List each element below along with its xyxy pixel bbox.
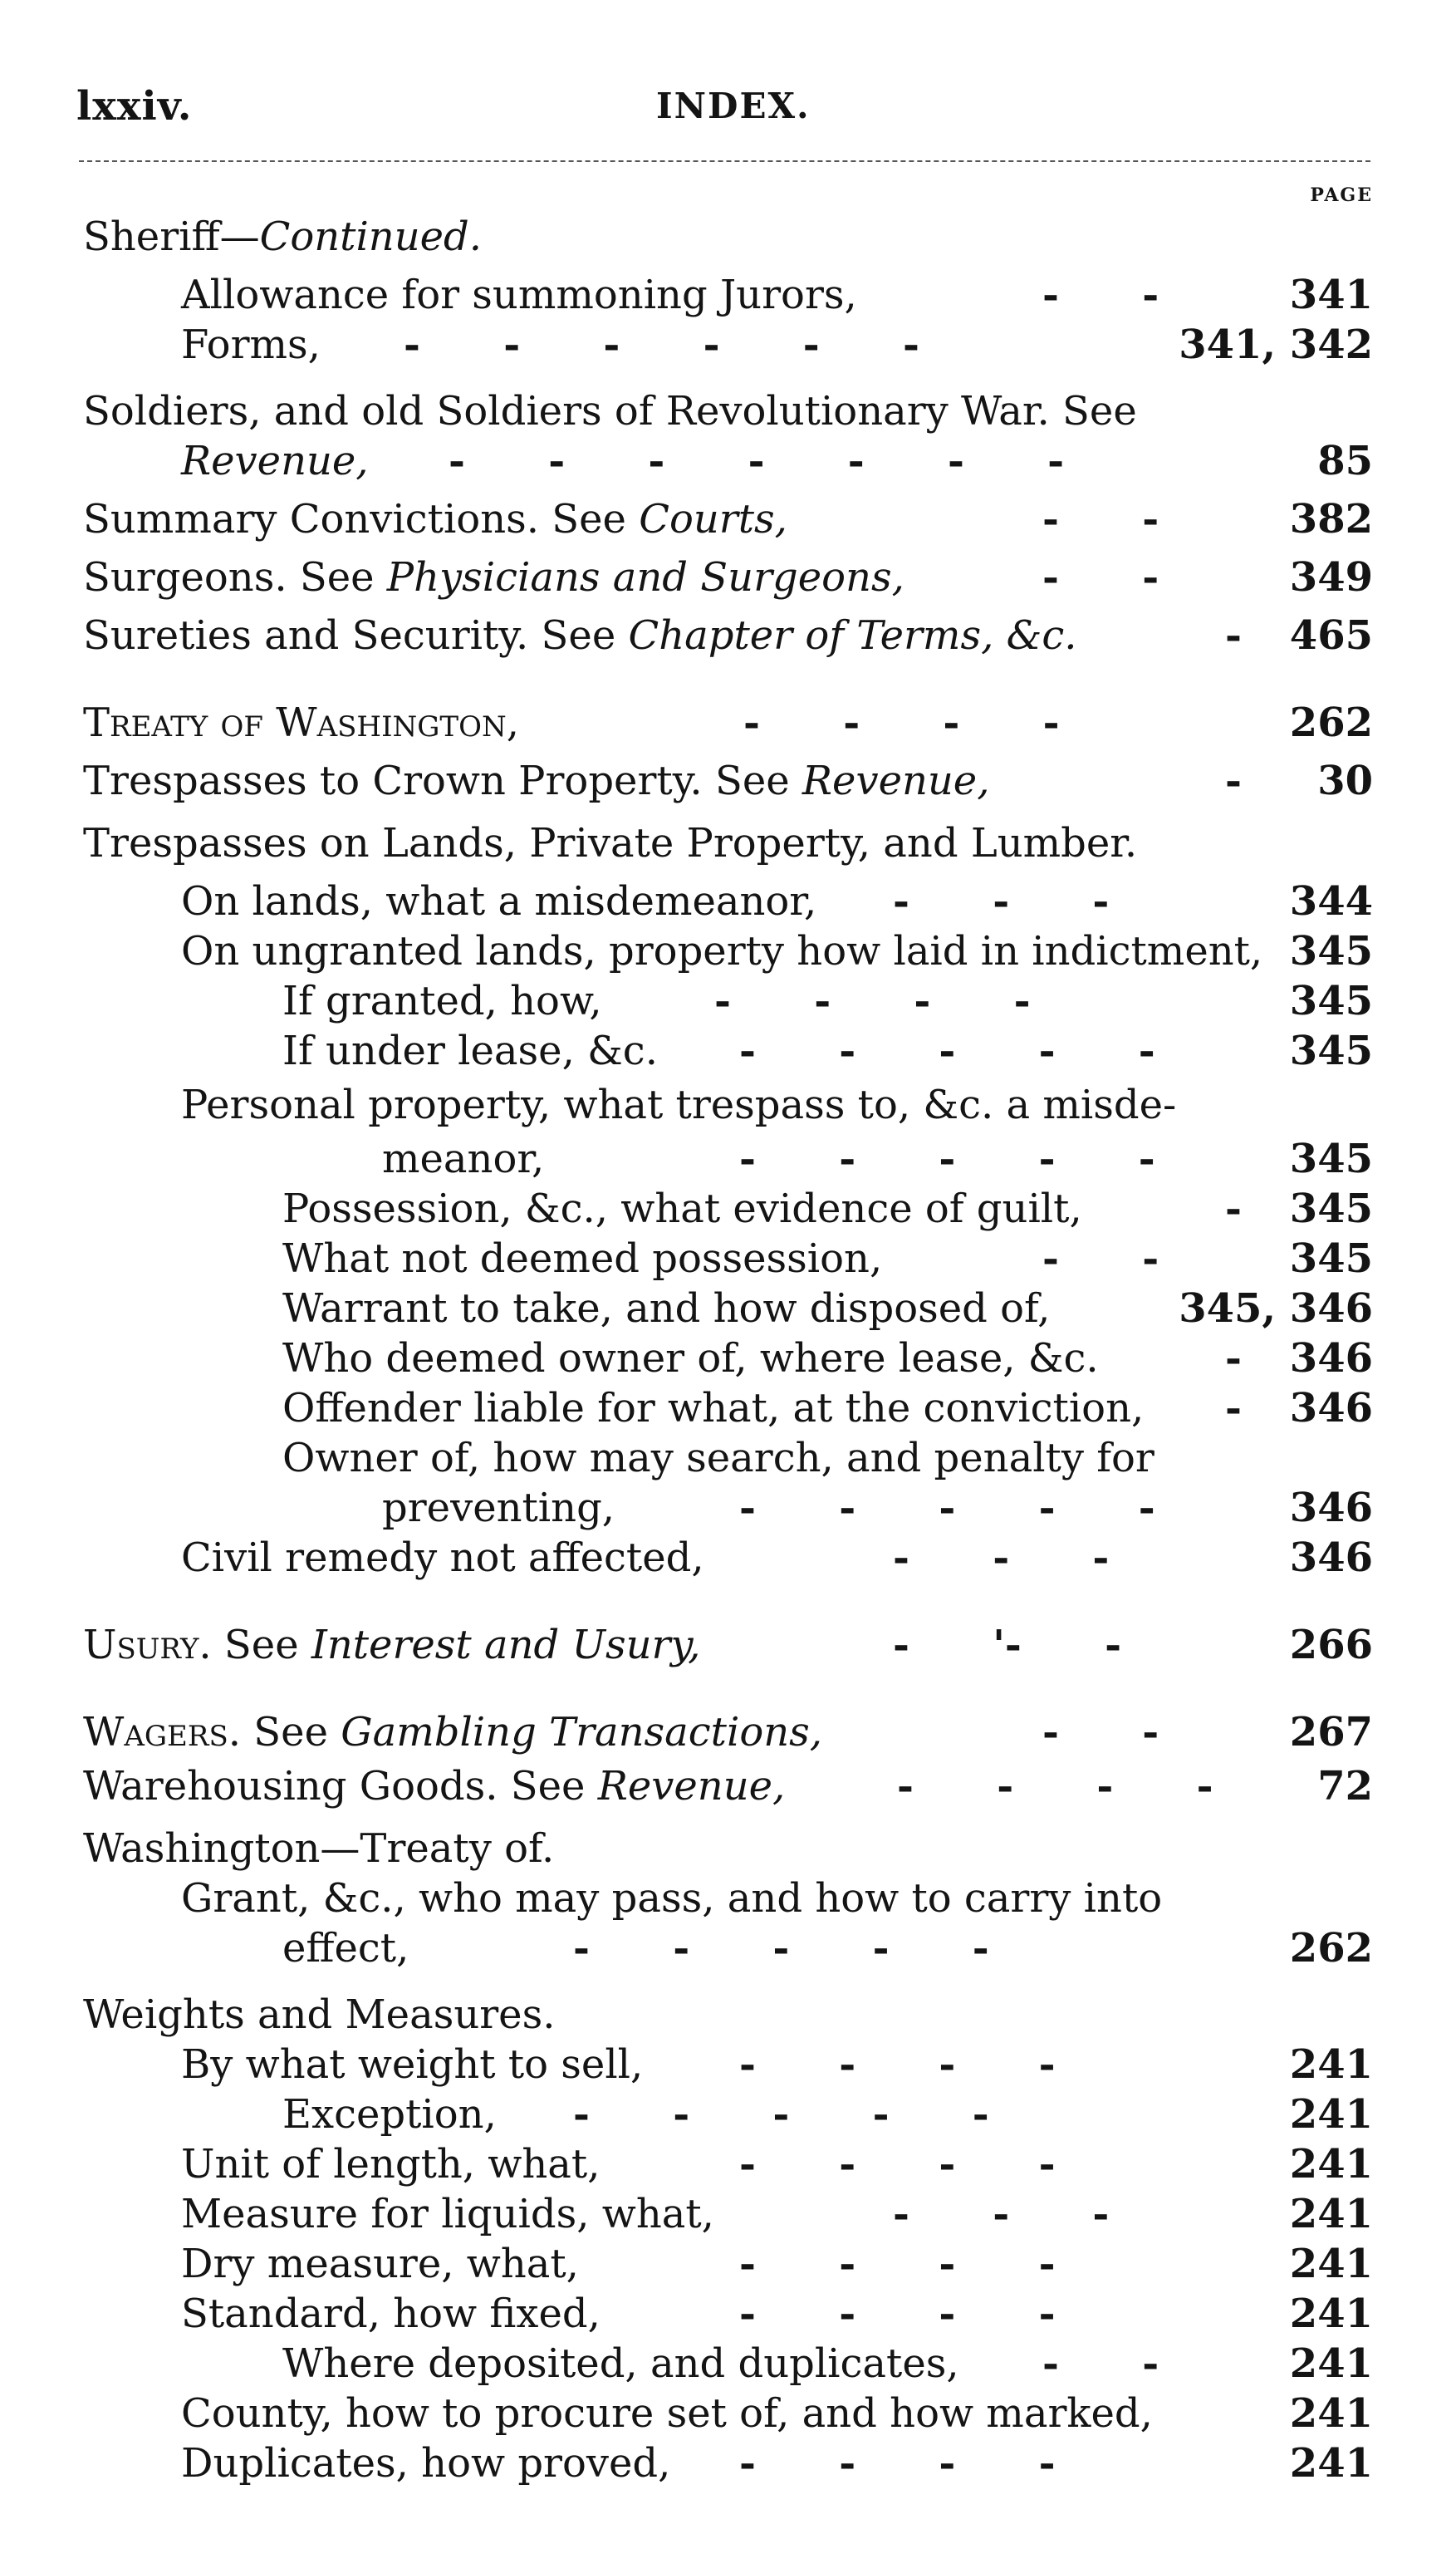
entry-text [282,1026,658,1076]
page-reference: 465 [1289,612,1373,659]
page-reference: 262 [1289,700,1373,746]
leader-dashes: - - [1042,554,1159,601]
page-reference: 30 [1317,758,1373,804]
header-rule [79,160,1370,162]
entry-text [181,2289,601,2339]
entry-text [181,320,321,370]
entry-text [181,1080,1176,1130]
entry-label: meanor, [382,1136,545,1182]
entry-reference: Chapter of Terms, &c. [628,612,1077,659]
entry-text [83,494,787,544]
page-reference: 341, 342 [1179,322,1373,368]
leader-dashes: - - - - - [739,1028,1155,1074]
leader-dashes: - - - - - [573,1925,989,1971]
entry-label: Personal property, what trespass to, &c. a misde- [181,1082,1177,1128]
page-reference: 346 [1289,1385,1373,1431]
leader-dashes: - - - - [739,2041,1056,2088]
page-reference: 241 [1289,2340,1373,2387]
entry-text [282,1923,409,1973]
entry-text [181,1873,1162,1923]
page-reference: 345 [1289,978,1373,1024]
leader-dashes: - - - - - [739,1485,1155,1531]
leader-dashes: - - [1042,496,1159,543]
entry-label: Summary Convictions. See [83,496,640,543]
leader-dashes: - - - - [739,2291,1056,2337]
page-reference: 262 [1289,1925,1373,1971]
page-reference: 345 [1289,1136,1373,1182]
entry-text [282,976,602,1026]
entry-heading-smallcaps: Wagers. [83,1709,242,1755]
entry-text [181,2189,714,2239]
page-reference: 241 [1289,2091,1373,2138]
entry-text [382,1134,544,1184]
leader-dashes: - - [1042,272,1159,318]
page-reference: 241 [1289,2390,1373,2437]
entry-text [181,436,369,486]
leader-dashes: - [1225,612,1242,659]
entry-reference: Interest and Usury, [311,1622,701,1668]
entry-label: Warrant to take, and how disposed of, [282,1285,1051,1332]
leader-dashes: - - - - [743,700,1060,746]
page-reference: 345 [1289,928,1373,975]
entry-text [83,611,1076,660]
page-reference: 241 [1289,2191,1373,2237]
entry-label: Sureties and Security. See [83,612,629,659]
entry-text [83,1620,700,1670]
page-reference: 85 [1317,438,1373,484]
entry-text [282,1284,1050,1333]
entry-label: Standard, how fixed, [181,2291,601,2337]
entry-text [282,2339,959,2389]
entry-label: Possession, &c., what evidence of guilt, [282,1186,1082,1232]
entry-text [181,2389,1153,2438]
entry-text [282,1383,1144,1433]
entry-label: Where deposited, and duplicates, [282,2340,959,2387]
page-reference: 345 [1289,1028,1373,1074]
entry-reference: Revenue, [181,438,369,484]
entry-text [83,1824,554,1873]
leader-dashes: - - - - [714,978,1031,1024]
page-reference: 344 [1289,878,1373,925]
entry-label: Surgeons. See [83,554,387,601]
entry-reference: Courts, [639,496,787,543]
page-number: lxxiv. [76,83,193,130]
entry-text [83,386,1137,436]
entry-heading: Sheriff— [83,214,260,260]
entry-label: See [241,1709,341,1755]
entry-label: Soldiers, and old Soldiers of Revolutionary War. See [83,388,1137,435]
entry-reference: Revenue, [597,1763,786,1809]
entry-label: If under lease, &c. [282,1028,658,1074]
page-reference: 241 [1289,2141,1373,2188]
leader-dashes: - - - [893,878,1110,925]
entry-text [282,2089,497,2139]
leader-dashes: - - - - - [573,2091,989,2138]
entry-reference: Gambling Transactions, [341,1709,823,1755]
entry-label: Dry measure, what, [181,2241,579,2287]
entry-text [282,1234,882,1284]
entry-label: On ungranted lands, property how laid in indictment, [181,928,1263,975]
entry-label: Washington—Treaty of. [83,1825,555,1872]
entry-label: Forms, [181,322,321,368]
leader-dashes: - [1225,1335,1242,1382]
page-reference: 241 [1289,2041,1373,2088]
page-reference: 241 [1289,2440,1373,2487]
entry-label: By what weight to sell, [181,2041,644,2088]
entry-text [83,756,989,806]
entry-reference: Physicians and Surgeons, [386,554,904,601]
leader-dashes: - - - - [897,1763,1213,1809]
entry-label: Grant, &c., who may pass, and how to carry into [181,1875,1163,1922]
entry-text [181,2239,579,2289]
page-reference: 267 [1289,1709,1373,1755]
entry-text [83,1990,555,2040]
entry-label: effect, [282,1925,409,1971]
entry-text [83,552,904,602]
entry-text [83,818,1137,868]
entry-label: On lands, what a misdemeanor, [181,878,817,925]
entry-reference: Continued. [259,214,483,260]
entry-text [181,2438,670,2488]
page-reference: 346 [1289,1485,1373,1531]
entry-label: Trespasses on Lands, Private Property, and Lumber. [83,820,1138,867]
entry-text [282,1184,1082,1234]
entry-heading-smallcaps: Usury. [83,1622,212,1668]
entry-text [181,876,816,926]
entry-label: preventing, [382,1485,615,1531]
entry-label: Duplicates, how proved, [181,2440,671,2487]
leader-dashes: - - [1042,2340,1159,2387]
entry-text [83,1707,822,1757]
page-reference: 241 [1289,2291,1373,2337]
entry-text [181,926,1262,976]
entry-label: Weights and Measures. [83,1991,556,2038]
leader-dashes: - - - - [739,2440,1056,2487]
entry-text [181,2139,600,2189]
entry-label: Exception, [282,2091,497,2138]
leader-dashes: - [1225,758,1242,804]
entry-label: Civil remedy not affected, [181,1534,704,1581]
page-reference: 341 [1289,272,1373,318]
entry-heading-smallcaps: Treaty of Washington, [83,700,519,746]
entry-text [382,1483,615,1533]
entry-text [181,270,857,320]
leader-dashes: - '- - [893,1622,1121,1668]
entry-label: County, how to procure set of, and how marked, [181,2390,1153,2437]
entry-text [282,1333,1099,1383]
page-reference: 72 [1317,1763,1373,1809]
page-reference: 241 [1289,2241,1373,2287]
entry-label: Allowance for summoning Jurors, [181,272,857,318]
entry-label: Warehousing Goods. See [83,1763,598,1809]
page-reference: 345 [1289,1235,1373,1282]
entry-label: What not deemed possession, [282,1235,883,1282]
entry-label: Offender liable for what, at the conviction, [282,1385,1145,1431]
entry-text [83,698,519,748]
entry-label: Who deemed owner of, where lease, &c. [282,1335,1099,1382]
leader-dashes: - - - [893,1534,1110,1581]
leader-dashes: - - - - - - [404,322,919,368]
page-reference: 346 [1289,1534,1373,1581]
leader-dashes: - [1225,1385,1242,1431]
entry-label: If granted, how, [282,978,602,1024]
page-reference: 382 [1289,496,1373,543]
leader-dashes: - - - - - - - [449,438,1065,484]
entry-label: Measure for liquids, what, [181,2191,714,2237]
entry-label: See [211,1622,311,1668]
leader-dashes: - - - - [739,2141,1056,2188]
leader-dashes: - - - - - [739,1136,1155,1182]
entry-label: Unit of length, what, [181,2141,601,2188]
page-reference: 345 [1289,1186,1373,1232]
page-column-heading: PAGE [1310,184,1373,206]
leader-dashes: - - - [893,2191,1110,2237]
page-reference: 349 [1289,554,1373,601]
entry-text [83,1761,785,1811]
page-reference: 345, 346 [1179,1285,1373,1332]
leader-dashes: - - - - [739,2241,1056,2287]
entry-text [181,2040,643,2089]
leader-dashes: - [1225,1186,1242,1232]
leader-dashes: - - [1042,1709,1159,1755]
page-title: INDEX. [656,86,811,126]
leader-dashes: - - [1042,1235,1159,1282]
page-reference: 266 [1289,1622,1373,1668]
page-reference: 346 [1289,1335,1373,1382]
entry-text [83,212,482,262]
entry-label: Trespasses to Crown Property. See [83,758,802,804]
entry-label: Owner of, how may search, and penalty for [282,1435,1155,1481]
entry-text [181,1533,704,1583]
entry-reference: Revenue, [802,758,990,804]
entry-text [282,1433,1155,1483]
